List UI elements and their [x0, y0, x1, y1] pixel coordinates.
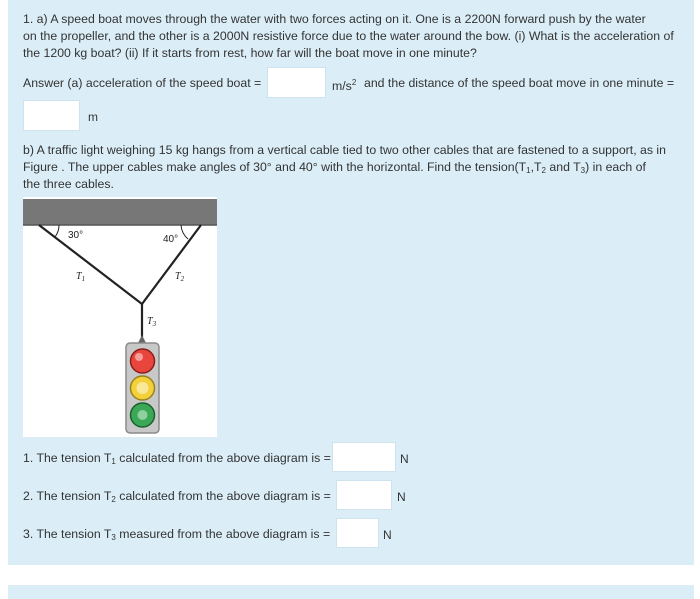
traffic-light-diagram [23, 197, 217, 437]
angle-label-right: 40° [163, 234, 179, 245]
tension-2-question: 2. The tension $T_2$ calculated from the above diagram is = [23, 489, 331, 504]
tension-1-question: 1. The tension $T_1$ calculated from the above diagram is = [23, 451, 331, 466]
tension-1-unit: N [400, 452, 409, 466]
tension-2-input[interactable] [336, 480, 392, 510]
label-t1: $T_1$ [76, 271, 86, 283]
angle-label-left: 30° [68, 230, 84, 241]
q1-line-1: 1. a) A speed boat moves through the water with two forces acting on it. One is a 2200N forward push by the water [23, 12, 646, 26]
q2-line-2: Figure . The upper cables make angles of 30° and 40° with the horizontal. Find the $tension(T_1,T_2$ and $T_3$) in each of [23, 160, 646, 175]
acceleration-input[interactable] [267, 67, 326, 98]
tension-3-unit: N [383, 528, 392, 542]
tension-1-input[interactable] [332, 442, 396, 472]
traffic-light [126, 335, 159, 433]
tension-2-unit: N [397, 490, 406, 504]
red-light [131, 349, 155, 373]
tension-3-input[interactable] [336, 518, 379, 548]
q2-line-3: the three cables. [23, 177, 114, 191]
q1-answer-middle: and the distance of the speed boat move in one minute = [364, 76, 675, 90]
q1-answer-prefix: Answer (a) acceleration of the speed boat = [23, 76, 262, 90]
label-t2: $T_2$ [175, 271, 185, 283]
tension-3-question: 3. The tension $T_3$ measured from the above diagram is = [23, 527, 331, 542]
q2-line-1: b) A traffic light weighing 15 kg hangs from a vertical cable tied to two other cables that are fastened to a support, as in [23, 143, 666, 157]
q1-line-2: on the propeller, and the other is a 2000N resistive force due to the water around the bow. (i) What is the acceleration of [23, 29, 674, 43]
label-t3: $T_3$ [147, 316, 157, 328]
next-question-panel [8, 585, 694, 599]
distance-input[interactable] [23, 100, 80, 131]
ceiling-support [23, 199, 217, 225]
q1-line-3: the 1200 kg boat? (ii) If it starts from rest, how far will the boat move in one minute? [23, 46, 477, 60]
diagram-background [23, 197, 217, 437]
distance-unit: m [88, 110, 98, 124]
acceleration-unit: $m/s^2$ [332, 78, 357, 93]
